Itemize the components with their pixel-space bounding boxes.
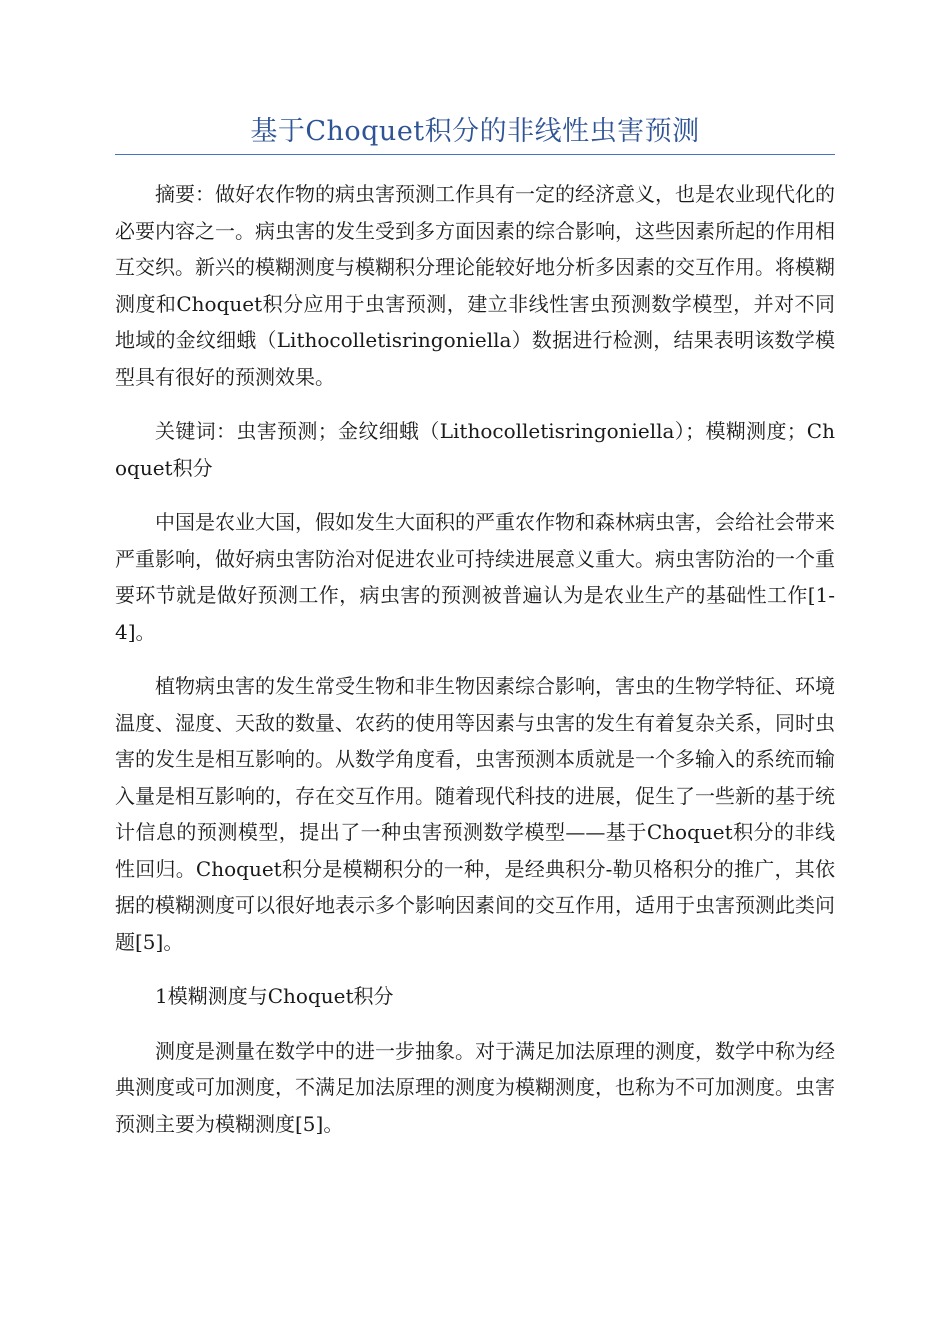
title-underline bbox=[115, 154, 835, 155]
keywords-paragraph: 关键词：虫害预测；金纹细蛾（Lithocolletisringoniella）；模糊测度；Choquet积分 bbox=[115, 419, 835, 480]
document-title: 基于Choquet积分的非线性虫害预测 bbox=[250, 116, 700, 147]
document-body bbox=[115, 176, 835, 1160]
body-paragraph: 中国是农业大国，假如发生大面积的严重农作物和森林病虫害，会给社会带来严重影响，做好病虫害防治对促进农业可持续进展意义重大。病虫害防治的一个重要环节就是做好预测工作，病虫害的预测被普遍认为是农业生产的基础性工作[1-4]。 bbox=[115, 510, 835, 644]
body-paragraph: 测度是测量在数学中的进一步抽象。对于满足加法原理的测度，数学中称为经典测度或可加测度，不满足加法原理的测度为模糊测度，也称为不可加测度。虫害预测主要为模糊测度[5]。 bbox=[115, 1038, 835, 1136]
body-paragraph: 植物病虫害的发生常受生物和非生物因素综合影响，害虫的生物学特征、环境温度、湿度、天敌的数量、农药的使用等因素与虫害的发生有着复杂关系，同时虫害的发生是相互影响的。从数学角度看，虫害预测本质就是一个多输入的系统而输入量是相互影响的，存在交互作用。随着现代科技的进展，促生了一些新的基于统计信息的预测模型，提出了一种虫害预测数学模型——基于Choquet积分的非线性回归。Choquet积分是模糊积分的一种，是经典积分-勒贝格积分的推广，其依据的模糊测度可以很好地表示多个影响因素间的交互作用，适用于虫害预测此类问题[5]。 bbox=[115, 674, 835, 954]
abstract-paragraph: 摘要：做好农作物的病虫害预测工作具有一定的经济意义，也是农业现代化的必要内容之一。病虫害的发生受到多方面因素的综合影响，这些因素所起的作用相互交织。新兴的模糊测度与模糊积分理论能较好地分析多因素的交互作用。将模糊测度和Choquet积分应用于虫害预测，建立非线性害虫预测数学模型，并对不同地域的金纹细蛾（Lithocolletisringoniella）数据进行检测，结果表明该数学模型具有很好的预测效果。 bbox=[115, 182, 835, 389]
section-heading: 1模糊测度与Choquet积分 bbox=[155, 984, 394, 1008]
